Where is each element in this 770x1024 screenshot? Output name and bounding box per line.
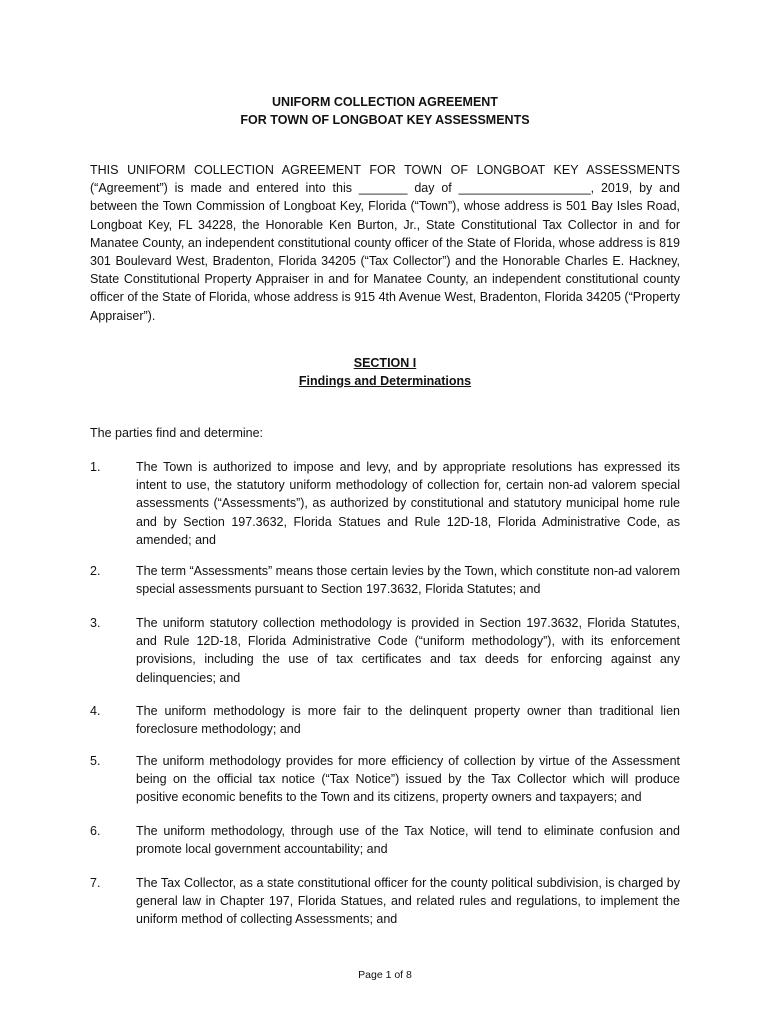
list-item-number: 6. (90, 824, 101, 838)
list-item (90, 614, 680, 687)
intro-paragraph: THIS UNIFORM COLLECTION AGREEMENT FOR TOWN OF LONGBOAT KEY ASSESSMENTS (“Agreement”) is made and entered into this _______ day of ___________________, 2019, by and between the Town Commission of Longboat Key, Florida (“Town”), whose address is 501 Bay Isles Road, Longboat Key, FL 34228, the Honorable Ken Burton, Jr., State Constitutional Tax Collector in and for Manatee County, an independent constitutional county officer of the State of Florida, whose address is 819 301 Boulevard West, Bradenton, Florida 34205 (“Tax Collector”) and the Honorable Charles E. Hackney, State Constitutional Property Appraiser in and for Manatee County, an independent constitutional county officer of the State of Florida, whose address is 915 4th Avenue West, Bradenton, Florida 34205 (“Property Appraiser”). (90, 163, 680, 323)
document-title-line2: FOR TOWN OF LONGBOAT KEY ASSESSMENTS (240, 113, 530, 127)
list-item-number: 7. (90, 876, 101, 890)
list-item (90, 562, 680, 598)
list-item-number: 4. (90, 704, 101, 718)
section-title: Findings and Determinations (298, 374, 472, 388)
list-item-text: The uniform statutory collection methodology is provided in Section 197.3632, Florida Statutes, and Rule 12D-18, Florida Administrative Code (“uniform methodology”), with its enforcement provisions, including the use of tax certificates and tax deeds for enforcing against any delinquencies; and (136, 616, 680, 685)
list-item-text: The Tax Collector, as a state constitutional officer for the county political subdivision, is charged by general law in Chapter 197, Florida Statues, and related rules and regulations, to implement the uniform method of collecting Assessments; and (136, 876, 680, 927)
list-item-number: 1. (90, 460, 101, 474)
list-item-text: The uniform methodology is more fair to the delinquent property owner than traditional lien foreclosure methodology; and (136, 704, 680, 737)
page-number-footer: Page 1 of 8 (358, 969, 412, 981)
list-item-text: The term “Assessments” means those certain levies by the Town, which constitute non-ad valorem special assessments pursuant to Section 197.3632, Florida Statutes; and (136, 564, 680, 597)
section-number: SECTION I (353, 356, 417, 370)
list-item (90, 702, 680, 738)
list-item (90, 752, 680, 807)
list-item-number: 3. (90, 616, 101, 630)
list-item (90, 874, 680, 929)
list-item (90, 822, 680, 858)
list-item-text: The Town is authorized to impose and levy, and by appropriate resolutions has expressed its intent to use, the statutory uniform methodology of collection for, certain non-ad valorem special assessments (“Assessments”), as authorized by constitutional and statutory municipal home rule and by Section 197.3632, Florida Statues and Rule 12D-18, Florida Administrative Code, as amended; and (136, 460, 680, 547)
list-item-number: 5. (90, 754, 101, 768)
list-item-text: The uniform methodology, through use of the Tax Notice, will tend to eliminate confusion and promote local government accountability; and (136, 824, 680, 857)
list-item (90, 458, 680, 549)
list-item-number: 2. (90, 564, 101, 578)
list-item-text: The uniform methodology provides for more efficiency of collection by virtue of the Assessment being on the official tax notice (“Tax Notice”) issued by the Tax Collector which will produce positive economic benefits to the Town and its citizens, property owners and taxpayers; and (136, 754, 680, 805)
findings-lead: The parties find and determine: (90, 426, 264, 440)
document-title-line1: UNIFORM COLLECTION AGREEMENT (272, 95, 498, 109)
